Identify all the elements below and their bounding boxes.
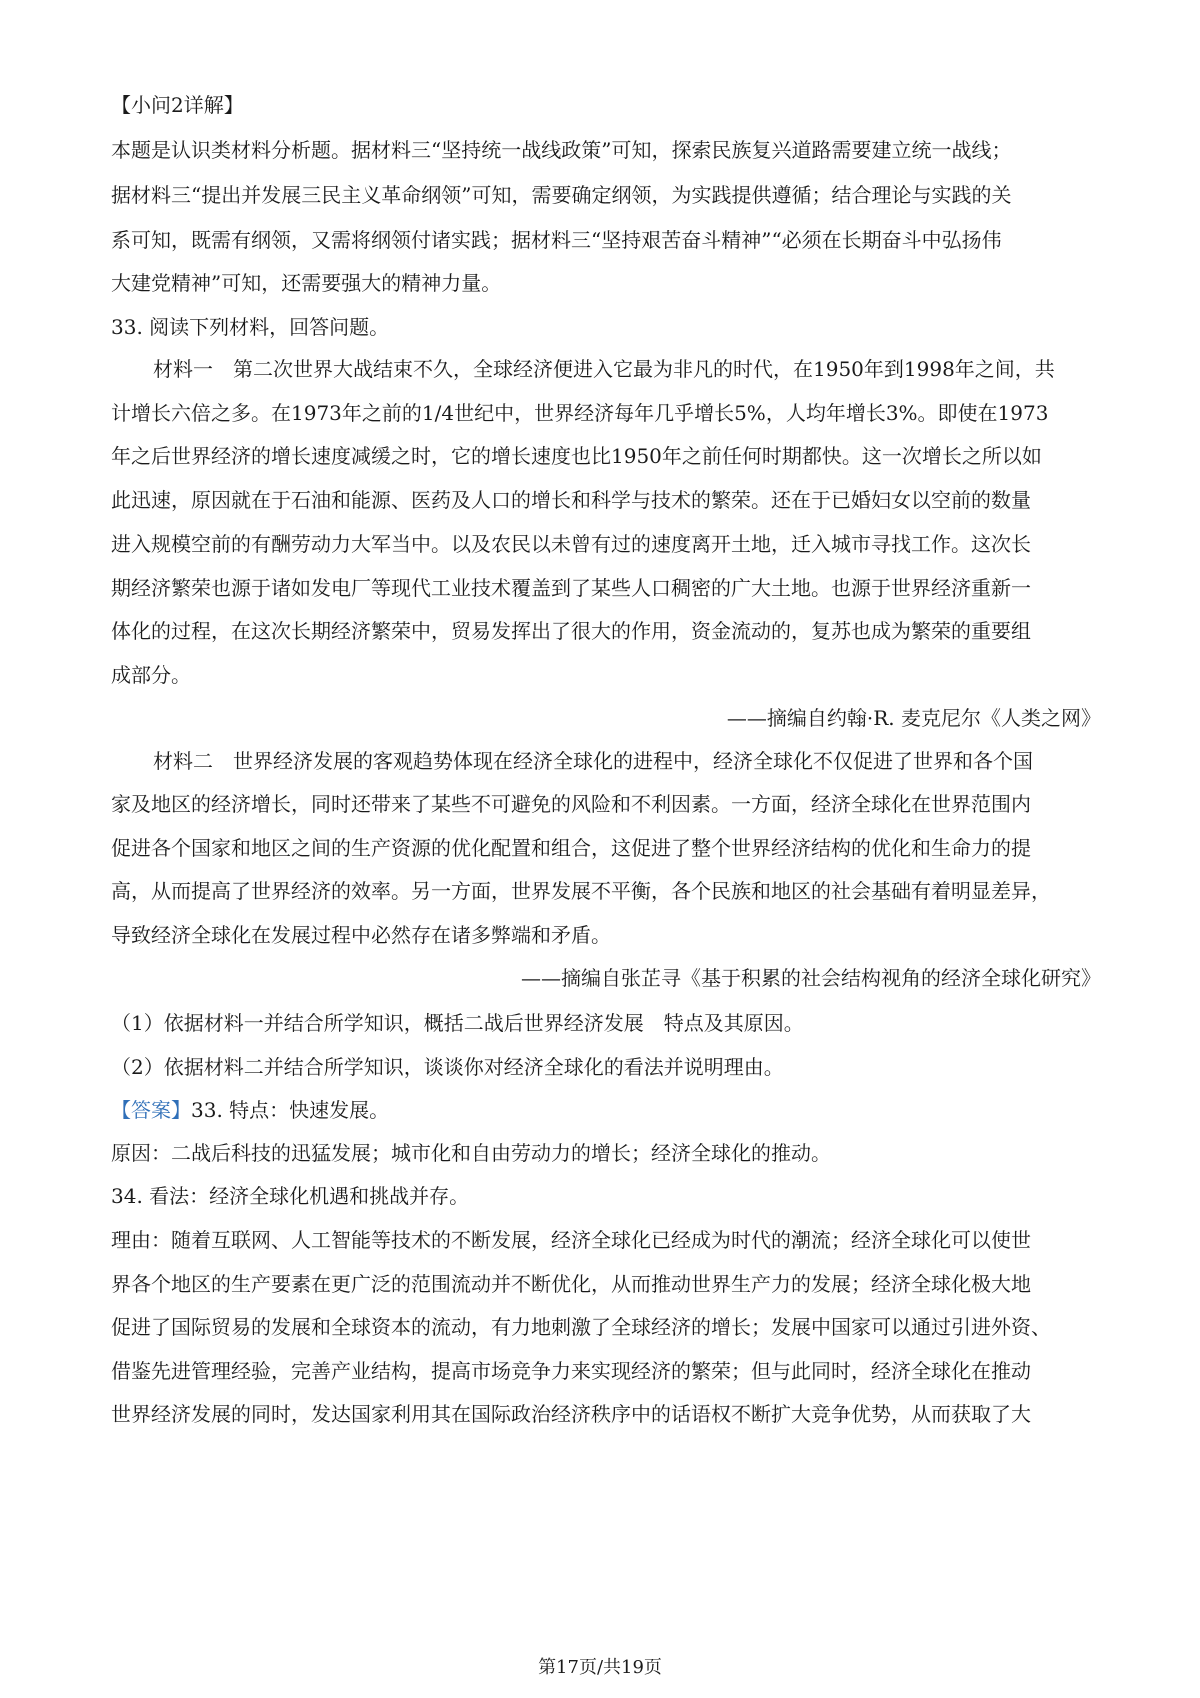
material1-line: 此迅速，原因就在于石油和能源、医药及人口的增长和科学与技术的繁荣。还在于已婚妇女以空前的数量 [111, 488, 1031, 512]
material2-line: 促进各个国家和地区之间的生产资源的优化配置和组合，这促进了整个世界经济结构的优化和生命力的提 [111, 836, 1031, 860]
answer-reason-text: 界各个地区的生产要素在更广泛的范围流动并不断优化，从而推动世界生产力的发展；经济全球化极大地 [111, 1272, 1031, 1296]
section-q2-line: 本题是认识类材料分析题。据材料三“坚持统一战线政策”可知，探索民族复兴道路需要建立统一战线； [111, 138, 1012, 162]
section-q2-line: 据材料三“提出并发展三民主义革命纲领”可知，需要确定纲领，为实践提供遵循；结合理论与实践的关 [111, 183, 1012, 207]
page-number: 第17页/共19页 [538, 1657, 662, 1678]
material1-line: 体化的过程，在这次长期经济繁荣中，贸易发挥出了很大的作用，资金流动的，复苏也成为繁荣的重要组 [111, 619, 1031, 643]
material1-line: 期经济繁荣也源于诸如发电厂等现代工业技术覆盖到了某些人口稠密的广大土地。也源于世界经济重新一 [111, 576, 1031, 600]
answer-reason-line: 原因：二战后科技的迅猛发展；城市化和自由劳动力的增长；经济全球化的推动。 [111, 1141, 831, 1165]
material1-line: 进入规模空前的有酬劳动力大军当中。以及农民以未曾有过的速度离开土地，迁入城市寻找工作。这次长 [111, 532, 1031, 556]
question-33-title: 33. 阅读下列材料，回答问题。 [111, 315, 390, 339]
section-q2-header: 【小问2详解】 [111, 93, 244, 117]
sub-question-1: （1）依据材料一并结合所学知识，概括二战后世界经济发展 特点及其原因。 [111, 1011, 804, 1035]
answer-reason-text: 世界经济发展的同时，发达国家利用其在国际政治经济秩序中的话语权不断扩大竞争优势，从而获取了大 [111, 1402, 1031, 1426]
answer-reason-text: 促进了国际贸易的发展和全球资本的流动，有力地刺激了全球经济的增长；发展中国家可以通过引进外资、 [111, 1315, 1051, 1339]
material2-source: ——摘编自张芷寻《基于积累的社会结构视角的经济全球化研究》 [521, 966, 1101, 990]
material1-source: ——摘编自约翰·R. 麦克尼尔《人类之网》 [726, 706, 1101, 730]
section-q2-line: 大建党精神”可知，还需要强大的精神力量。 [111, 271, 502, 295]
answer-34-line: 34. 看法：经济全球化机遇和挑战并存。 [111, 1184, 470, 1208]
answer-reason-text: 理由：随着互联网、人工智能等技术的不断发展，经济全球化已经成为时代的潮流；经济全球化可以使世 [111, 1228, 1031, 1252]
material1-line: 年之后世界经济的增长速度减缓之时，它的增长速度也比1950年之前任何时期都快。这一次增长之所以如 [111, 444, 1042, 468]
material1-line: 材料一 第二次世界大战结束不久，全球经济便进入它最为非凡的时代，在1950年到1998年之间，共 [153, 357, 1055, 381]
answer-line-1 [111, 1095, 1101, 1125]
answer-33-text: 33. 特点：快速发展。 [191, 1098, 390, 1122]
material1-line: 计增长六倍之多。在1973年之前的1/4世纪中，世界经济每年几乎增长5%，人均年增长3%。即使在1973 [111, 401, 1049, 425]
material2-line: 导致经济全球化在发展过程中必然存在诸多弊端和矛盾。 [111, 923, 611, 947]
answer-tag: 【答案】 [111, 1098, 191, 1122]
sub-question-2: （2）依据材料二并结合所学知识，谈谈你对经济全球化的看法并说明理由。 [111, 1055, 784, 1079]
material2-line: 家及地区的经济增长，同时还带来了某些不可避免的风险和不利因素。一方面，经济全球化在世界范围内 [111, 792, 1031, 816]
material2-line: 高，从而提高了世界经济的效率。另一方面，世界发展不平衡，各个民族和地区的社会基础有着明显差异， [111, 879, 1051, 903]
answer-reason-text: 借鉴先进管理经验，完善产业结构，提高市场竞争力来实现经济的繁荣；但与此同时，经济全球化在推动 [111, 1359, 1031, 1383]
material2-line: 材料二 世界经济发展的客观趋势体现在经济全球化的进程中，经济全球化不仅促进了世界和各个国 [153, 749, 1033, 773]
material1-line: 成部分。 [111, 663, 191, 687]
section-q2-line: 系可知，既需有纲领，又需将纲领付诸实践；据材料三“坚持艰苦奋斗精神”“必须在长期奋斗中弘扬伟 [111, 228, 1002, 252]
